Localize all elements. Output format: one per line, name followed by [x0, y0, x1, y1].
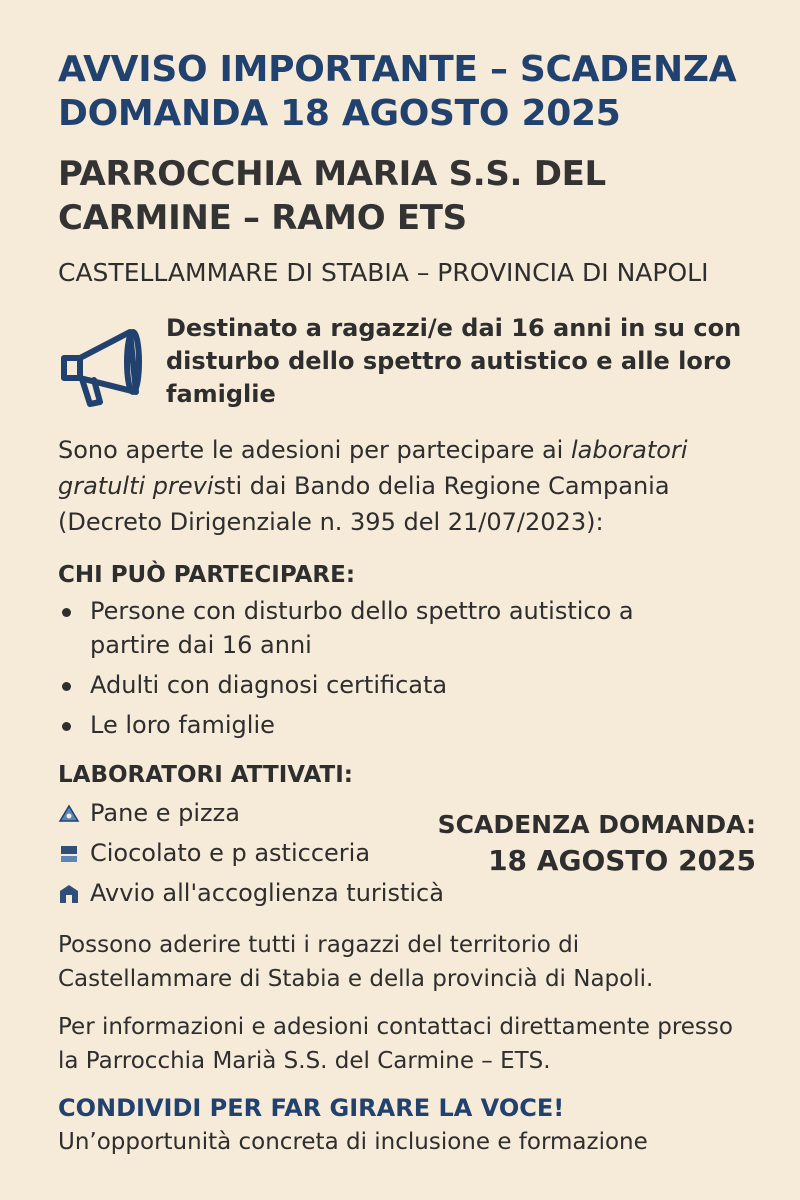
tagline: Un’opportunità concreta di inclusione e formazione	[58, 1129, 648, 1155]
bullet-icon	[62, 722, 71, 731]
workshops-list	[58, 796, 478, 916]
bullet-icon	[62, 682, 71, 691]
eligibility-title: CHI PUÒ PARTECIPARE:	[58, 562, 356, 588]
bread-icon	[58, 803, 80, 825]
intro-part-1: Sono aperte le adesioni per partecipare ai	[58, 436, 571, 464]
workshop-label: Avvio all'accoglienza turisticà	[90, 879, 444, 907]
territory-note: Possono aderire tutti i ragazzi del territorio di Castellammare di Stabia e della provincià di Napoli.	[58, 932, 654, 992]
eligibility-item	[58, 594, 698, 662]
eligibility-item	[58, 708, 698, 742]
workshop-label: Pane e pizza	[90, 799, 240, 827]
organization-name: PARROCCHIA MARIA S.S. DEL CARMINE – RAMO ETS	[58, 154, 606, 238]
eligibility-list	[58, 594, 698, 748]
location: CASTELLAMMARE DI STABIA – PROVINCIA DI NAPOLI	[58, 258, 709, 287]
intro-part-2: sti dai Bando delia Regione Campania (Decreto Dirigenziale n. 395 del 21/07/2023):	[58, 472, 670, 536]
eligibility-item-text: Persone con disturbo dello spettro autistico a partire dai 16 anni	[90, 597, 634, 659]
bullet-icon	[62, 608, 71, 617]
headline: AVVISO IMPORTANTE – SCADENZA DOMANDA 18 AGOSTO 2025	[58, 49, 737, 134]
workshops-title: LABORATORI ATTIVATI:	[58, 762, 353, 788]
intro-italic: laboratori gratulti previ	[58, 436, 688, 500]
eligibility-item	[58, 668, 698, 702]
eligibility-item-text: Adulti con diagnosi certificata	[90, 671, 448, 699]
share-call: CONDIVIDI PER FAR GIRARE LA VOCE!	[58, 1094, 565, 1122]
workshop-item	[58, 836, 478, 870]
workshop-item	[58, 796, 478, 830]
megaphone-icon	[56, 316, 152, 412]
deadline-label: SCADENZA DOMANDA:	[437, 810, 756, 839]
workshop-item	[58, 876, 478, 910]
deadline-date: 18 AGOSTO 2025	[488, 844, 756, 877]
eligibility-item-text: Le loro famiglie	[90, 711, 275, 739]
intro-text	[58, 432, 758, 540]
workshop-label: Ciocolato e p asticceria	[90, 839, 371, 867]
contact-note: Per informazioni e adesioni contattaci direttamente presso la Parrocchia Marià S.S. del Carmine – ETS.	[58, 1014, 733, 1074]
target-audience: Destinato a ragazzi/e dai 16 anni in su con disturbo dello spettro autistico e alle loro famiglie	[166, 314, 742, 408]
deadline-box	[436, 808, 756, 880]
hotel-icon	[58, 883, 80, 905]
pastry-icon	[58, 843, 80, 865]
